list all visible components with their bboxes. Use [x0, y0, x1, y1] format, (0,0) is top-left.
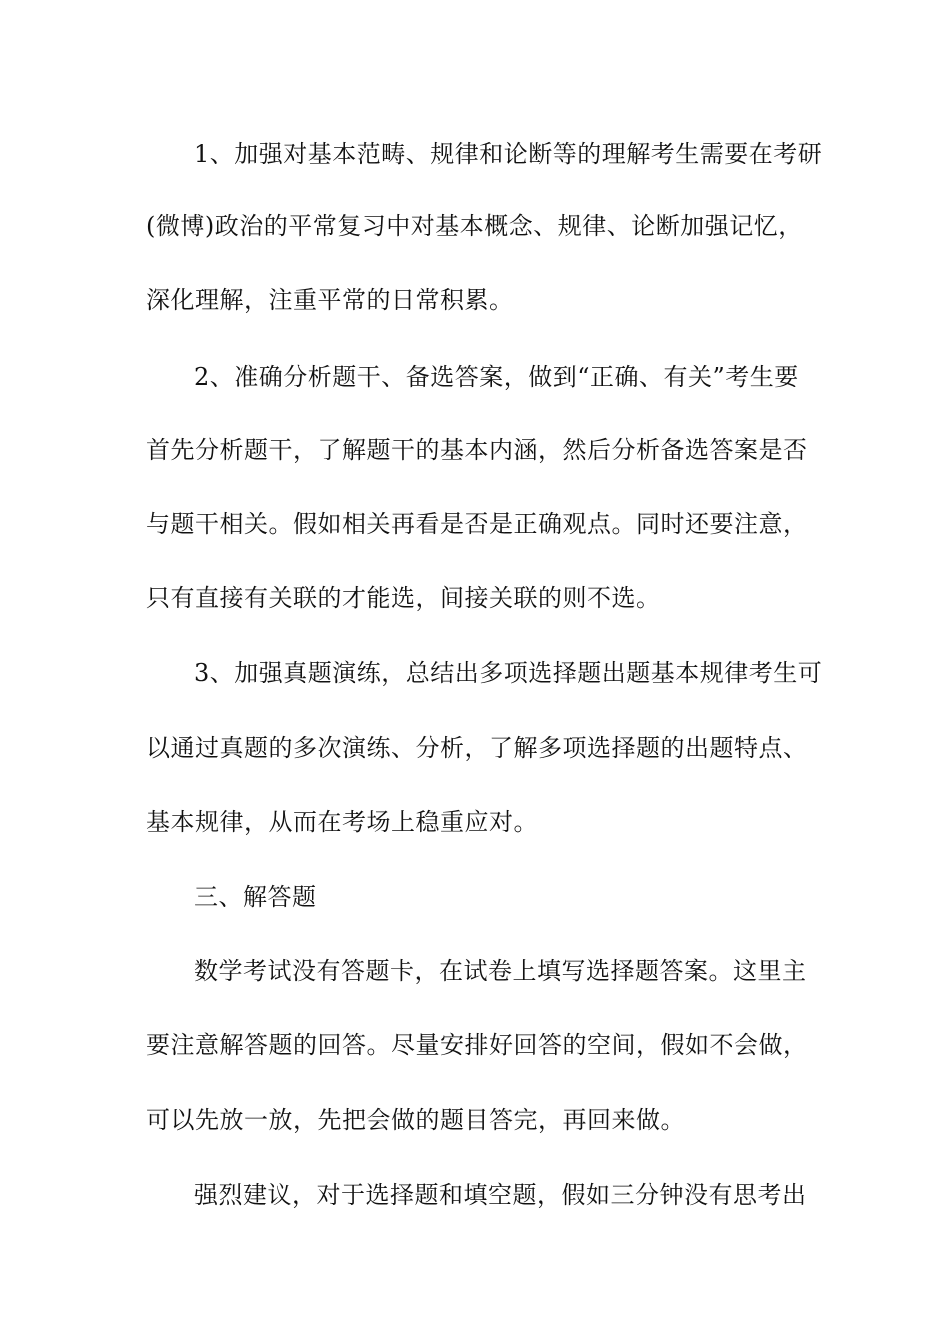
paragraph-3-line-1: 3、加强真题演练，总结出多项选择题出题基本规律考生可 [194, 659, 823, 687]
paragraph-5-line-2: 要注意解答题的回答。尽量安排好回答的空间，假如不会做， [146, 1031, 808, 1059]
paragraph-6-line-1: 强烈建议，对于选择题和填空题，假如三分钟没有思考出 [194, 1181, 807, 1209]
paragraph-1-line-1: 1、加强对基本范畴、规律和论断等的理解考生需要在考研 [194, 140, 823, 168]
paragraph-1-line-2: (微博)政治的平常复习中对基本概念、规律、论断加强记忆， [146, 212, 803, 240]
paragraph-2-line-4: 只有直接有关联的才能选，间接关联的则不选。 [146, 584, 661, 612]
paragraph-2-line-2: 首先分析题干，了解题干的基本内涵，然后分析备选答案是否 [146, 436, 808, 464]
paragraph-5-line-1: 数学考试没有答题卡，在试卷上填写选择题答案。这里主 [194, 957, 807, 985]
section-heading: 三、解答题 [194, 883, 317, 911]
paragraph-1-line-3: 深化理解，注重平常的日常积累。 [146, 286, 514, 314]
paragraph-3-line-3: 基本规律，从而在考场上稳重应对。 [146, 808, 538, 836]
paragraph-2-line-3: 与题干相关。假如相关再看是否是正确观点。同时还要注意， [146, 510, 808, 538]
paragraph-3-line-2: 以通过真题的多次演练、分析，了解多项选择题的出题特点、 [146, 734, 808, 762]
paragraph-2-line-1: 2、准确分析题干、备选答案，做到“正确、有关”考生要 [194, 363, 799, 391]
paragraph-5-line-3: 可以先放一放，先把会做的题目答完，再回来做。 [146, 1106, 685, 1134]
